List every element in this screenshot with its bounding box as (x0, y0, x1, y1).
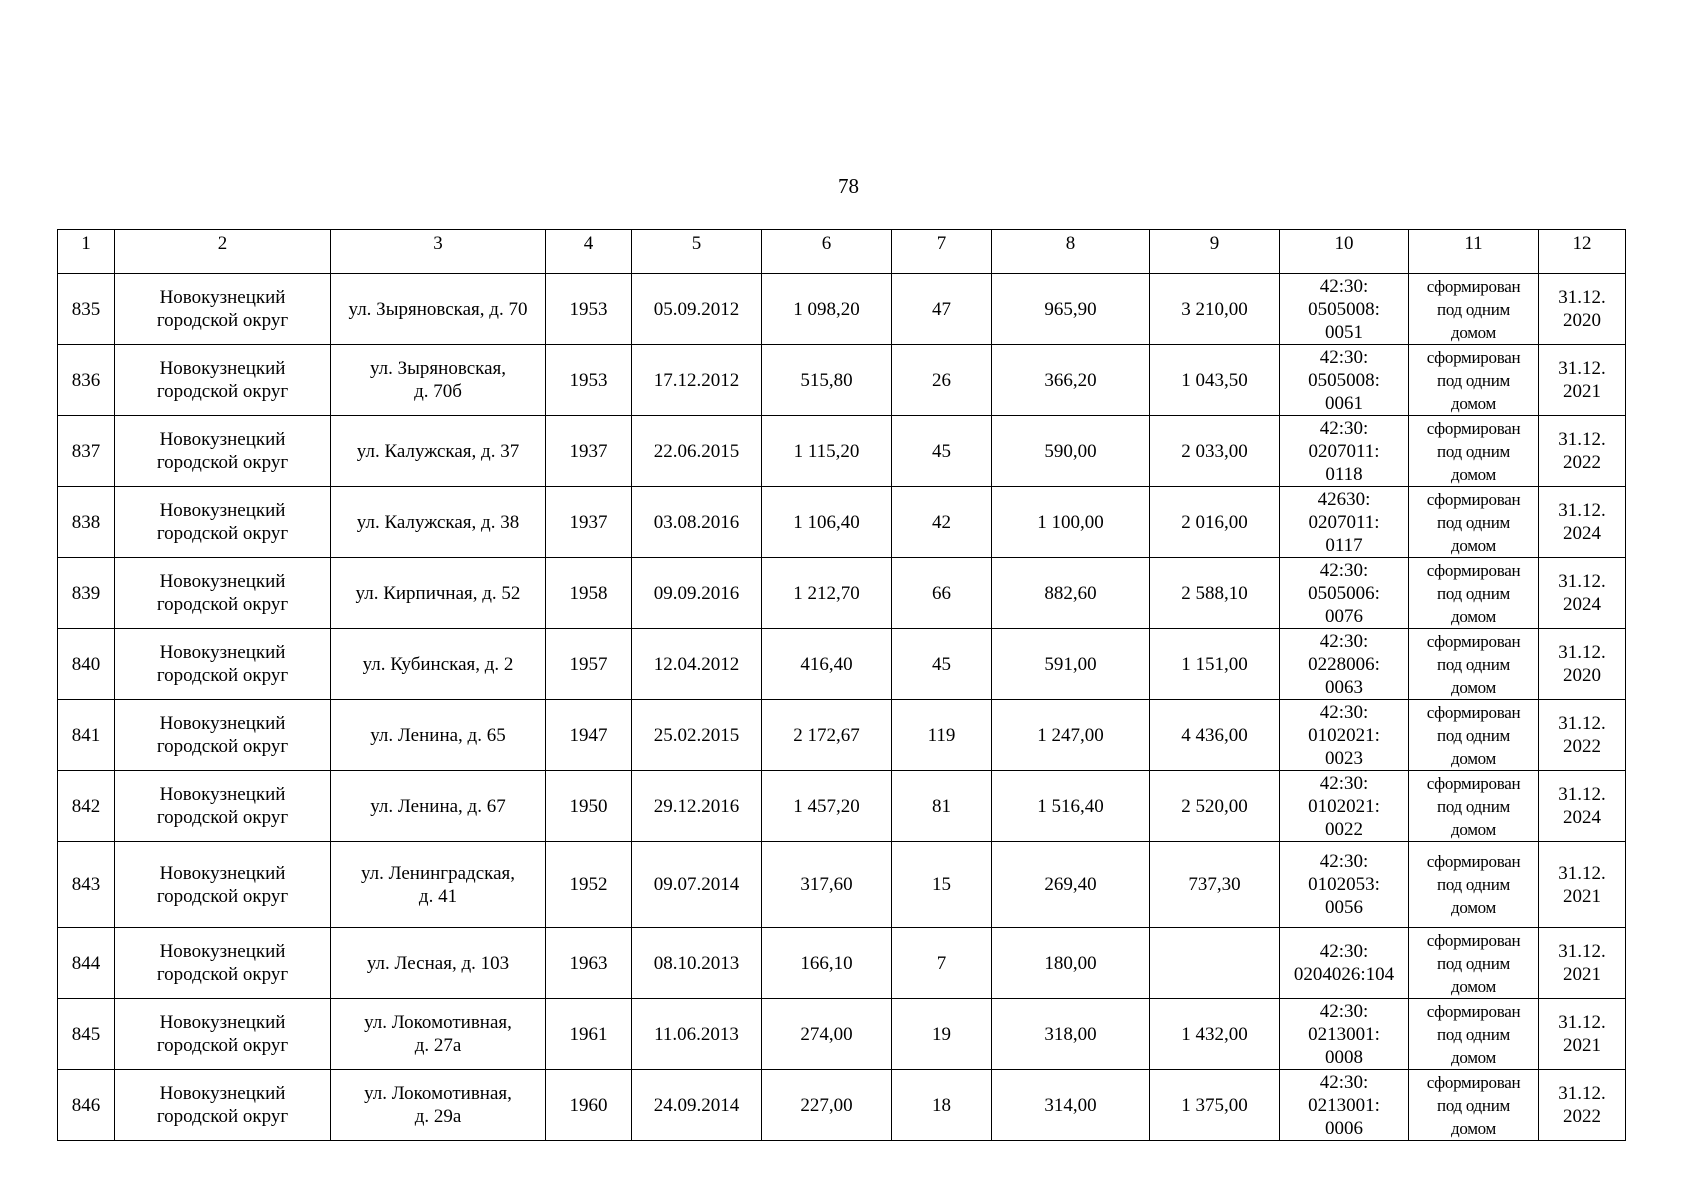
column-header: 9 (1150, 230, 1280, 274)
cell-land-status: сформирован под одним домом (1409, 345, 1539, 416)
cell-deadline: 31.12. 2021 (1539, 928, 1626, 999)
cell-row-number: 840 (58, 629, 115, 700)
cell-deadline: 31.12. 2021 (1539, 842, 1626, 928)
cell-total-area: 227,00 (762, 1070, 892, 1141)
table-row (58, 928, 1626, 999)
cell-year-built: 1953 (546, 274, 632, 345)
column-header: 3 (331, 230, 546, 274)
cell-cadastral-number: 42:30: 0213001: 0006 (1280, 1070, 1409, 1141)
column-header: 4 (546, 230, 632, 274)
cell-land-area: 4 436,00 (1150, 700, 1280, 771)
cell-residents: 18 (892, 1070, 992, 1141)
cell-date: 29.12.2016 (632, 771, 762, 842)
cell-residents: 119 (892, 700, 992, 771)
cell-total-area: 1 115,20 (762, 416, 892, 487)
cell-row-number: 842 (58, 771, 115, 842)
table-row (58, 1070, 1626, 1141)
cell-address: ул. Зыряновская, д. 70 (331, 274, 546, 345)
cell-land-area: 1 043,50 (1150, 345, 1280, 416)
cell-total-area: 515,80 (762, 345, 892, 416)
cell-year-built: 1958 (546, 558, 632, 629)
cell-municipality: Новокузнецкий городской округ (115, 416, 331, 487)
cell-year-built: 1950 (546, 771, 632, 842)
cell-cadastral-number: 42630: 0207011: 0117 (1280, 487, 1409, 558)
cell-land-status: сформирован под одним домом (1409, 999, 1539, 1070)
cell-land-status: сформирован под одним домом (1409, 558, 1539, 629)
cell-area: 314,00 (992, 1070, 1150, 1141)
cell-land-area (1150, 928, 1280, 999)
cell-area: 366,20 (992, 345, 1150, 416)
cell-land-status: сформирован под одним домом (1409, 928, 1539, 999)
cell-residents: 47 (892, 274, 992, 345)
cell-deadline: 31.12. 2022 (1539, 1070, 1626, 1141)
cell-address: ул. Зыряновская, д. 70б (331, 345, 546, 416)
cell-land-area: 737,30 (1150, 842, 1280, 928)
cell-cadastral-number: 42:30: 0207011: 0118 (1280, 416, 1409, 487)
cell-land-status: сформирован под одним домом (1409, 771, 1539, 842)
cell-row-number: 838 (58, 487, 115, 558)
table-row (58, 558, 1626, 629)
cell-address: ул. Лесная, д. 103 (331, 928, 546, 999)
column-header: 2 (115, 230, 331, 274)
cell-residents: 7 (892, 928, 992, 999)
cell-date: 09.07.2014 (632, 842, 762, 928)
cell-total-area: 1 457,20 (762, 771, 892, 842)
cell-cadastral-number: 42:30: 0505006: 0076 (1280, 558, 1409, 629)
cell-row-number: 837 (58, 416, 115, 487)
cell-area: 1 247,00 (992, 700, 1150, 771)
cell-address: ул. Локомотивная, д. 29а (331, 1070, 546, 1141)
cell-area: 318,00 (992, 999, 1150, 1070)
cell-municipality: Новокузнецкий городской округ (115, 1070, 331, 1141)
cell-area: 965,90 (992, 274, 1150, 345)
cell-deadline: 31.12. 2024 (1539, 771, 1626, 842)
cell-date: 24.09.2014 (632, 1070, 762, 1141)
cell-cadastral-number: 42:30: 0505008: 0051 (1280, 274, 1409, 345)
cell-year-built: 1937 (546, 416, 632, 487)
cell-residents: 15 (892, 842, 992, 928)
table-body (58, 274, 1626, 1141)
cell-municipality: Новокузнецкий городской округ (115, 487, 331, 558)
cell-date: 12.04.2012 (632, 629, 762, 700)
cell-residents: 42 (892, 487, 992, 558)
cell-deadline: 31.12. 2024 (1539, 558, 1626, 629)
cell-date: 22.06.2015 (632, 416, 762, 487)
cell-total-area: 1 212,70 (762, 558, 892, 629)
cell-land-status: сформирован под одним домом (1409, 487, 1539, 558)
cell-land-area: 1 151,00 (1150, 629, 1280, 700)
cell-cadastral-number: 42:30: 0102021: 0023 (1280, 700, 1409, 771)
cell-land-area: 3 210,00 (1150, 274, 1280, 345)
cell-area: 882,60 (992, 558, 1150, 629)
cell-land-status: сформирован под одним домом (1409, 1070, 1539, 1141)
cell-municipality: Новокузнецкий городской округ (115, 274, 331, 345)
cell-year-built: 1947 (546, 700, 632, 771)
cell-year-built: 1960 (546, 1070, 632, 1141)
cell-date: 03.08.2016 (632, 487, 762, 558)
cell-row-number: 846 (58, 1070, 115, 1141)
table-row (58, 842, 1626, 928)
cell-municipality: Новокузнецкий городской округ (115, 771, 331, 842)
column-header: 5 (632, 230, 762, 274)
column-header: 8 (992, 230, 1150, 274)
cell-land-area: 2 033,00 (1150, 416, 1280, 487)
cell-date: 11.06.2013 (632, 999, 762, 1070)
cell-date: 09.09.2016 (632, 558, 762, 629)
table-row (58, 999, 1626, 1070)
column-header: 12 (1539, 230, 1626, 274)
cell-land-area: 2 588,10 (1150, 558, 1280, 629)
cell-address: ул. Локомотивная, д. 27а (331, 999, 546, 1070)
cell-row-number: 835 (58, 274, 115, 345)
cell-deadline: 31.12. 2022 (1539, 416, 1626, 487)
cell-land-area: 1 432,00 (1150, 999, 1280, 1070)
cell-area: 1 100,00 (992, 487, 1150, 558)
cell-deadline: 31.12. 2021 (1539, 999, 1626, 1070)
table-row (58, 274, 1626, 345)
cell-residents: 45 (892, 629, 992, 700)
cell-total-area: 274,00 (762, 999, 892, 1070)
column-header: 6 (762, 230, 892, 274)
column-header: 7 (892, 230, 992, 274)
table-header-row (58, 230, 1626, 274)
cell-address: ул. Кирпичная, д. 52 (331, 558, 546, 629)
table-row (58, 416, 1626, 487)
cell-deadline: 31.12. 2022 (1539, 700, 1626, 771)
cell-residents: 45 (892, 416, 992, 487)
cell-land-status: сформирован под одним домом (1409, 700, 1539, 771)
cell-deadline: 31.12. 2020 (1539, 274, 1626, 345)
cell-row-number: 844 (58, 928, 115, 999)
cell-residents: 66 (892, 558, 992, 629)
table-row (58, 700, 1626, 771)
cell-row-number: 836 (58, 345, 115, 416)
cell-cadastral-number: 42:30: 0102053: 0056 (1280, 842, 1409, 928)
table-row (58, 345, 1626, 416)
cell-address: ул. Ленинградская, д. 41 (331, 842, 546, 928)
cell-land-status: сформирован под одним домом (1409, 274, 1539, 345)
cell-residents: 81 (892, 771, 992, 842)
cell-date: 08.10.2013 (632, 928, 762, 999)
cell-year-built: 1957 (546, 629, 632, 700)
cell-date: 05.09.2012 (632, 274, 762, 345)
cell-area: 1 516,40 (992, 771, 1150, 842)
column-header: 10 (1280, 230, 1409, 274)
cell-address: ул. Калужская, д. 37 (331, 416, 546, 487)
cell-cadastral-number: 42:30: 0505008: 0061 (1280, 345, 1409, 416)
cell-municipality: Новокузнецкий городской округ (115, 629, 331, 700)
cell-residents: 26 (892, 345, 992, 416)
cell-land-area: 1 375,00 (1150, 1070, 1280, 1141)
cell-total-area: 416,40 (762, 629, 892, 700)
registry-table (57, 229, 1626, 1141)
cell-address: ул. Кубинская, д. 2 (331, 629, 546, 700)
table-row (58, 629, 1626, 700)
cell-residents: 19 (892, 999, 992, 1070)
cell-area: 591,00 (992, 629, 1150, 700)
cell-address: ул. Ленина, д. 67 (331, 771, 546, 842)
cell-area: 269,40 (992, 842, 1150, 928)
cell-cadastral-number: 42:30: 0213001: 0008 (1280, 999, 1409, 1070)
cell-municipality: Новокузнецкий городской округ (115, 558, 331, 629)
cell-row-number: 843 (58, 842, 115, 928)
page-number: 78 (838, 174, 859, 198)
cell-land-area: 2 520,00 (1150, 771, 1280, 842)
cell-row-number: 841 (58, 700, 115, 771)
cell-row-number: 845 (58, 999, 115, 1070)
cell-date: 25.02.2015 (632, 700, 762, 771)
cell-address: ул. Калужская, д. 38 (331, 487, 546, 558)
cell-municipality: Новокузнецкий городской округ (115, 999, 331, 1070)
table-row (58, 487, 1626, 558)
cell-date: 17.12.2012 (632, 345, 762, 416)
cell-municipality: Новокузнецкий городской округ (115, 842, 331, 928)
cell-total-area: 317,60 (762, 842, 892, 928)
cell-municipality: Новокузнецкий городской округ (115, 928, 331, 999)
cell-land-status: сформирован под одним домом (1409, 416, 1539, 487)
cell-year-built: 1961 (546, 999, 632, 1070)
column-header: 1 (58, 230, 115, 274)
cell-area: 590,00 (992, 416, 1150, 487)
cell-total-area: 2 172,67 (762, 700, 892, 771)
cell-cadastral-number: 42:30: 0204026:104 (1280, 928, 1409, 999)
cell-municipality: Новокузнецкий городской округ (115, 700, 331, 771)
cell-total-area: 1 106,40 (762, 487, 892, 558)
cell-land-area: 2 016,00 (1150, 487, 1280, 558)
cell-deadline: 31.12. 2024 (1539, 487, 1626, 558)
cell-municipality: Новокузнецкий городской округ (115, 345, 331, 416)
cell-year-built: 1963 (546, 928, 632, 999)
cell-address: ул. Ленина, д. 65 (331, 700, 546, 771)
table-row (58, 771, 1626, 842)
cell-row-number: 839 (58, 558, 115, 629)
cell-total-area: 1 098,20 (762, 274, 892, 345)
cell-cadastral-number: 42:30: 0228006: 0063 (1280, 629, 1409, 700)
cell-area: 180,00 (992, 928, 1150, 999)
cell-year-built: 1953 (546, 345, 632, 416)
cell-cadastral-number: 42:30: 0102021: 0022 (1280, 771, 1409, 842)
cell-year-built: 1952 (546, 842, 632, 928)
cell-deadline: 31.12. 2021 (1539, 345, 1626, 416)
cell-land-status: сформирован под одним домом (1409, 629, 1539, 700)
cell-deadline: 31.12. 2020 (1539, 629, 1626, 700)
cell-year-built: 1937 (546, 487, 632, 558)
column-header: 11 (1409, 230, 1539, 274)
cell-land-status: сформирован под одним домом (1409, 842, 1539, 928)
cell-total-area: 166,10 (762, 928, 892, 999)
